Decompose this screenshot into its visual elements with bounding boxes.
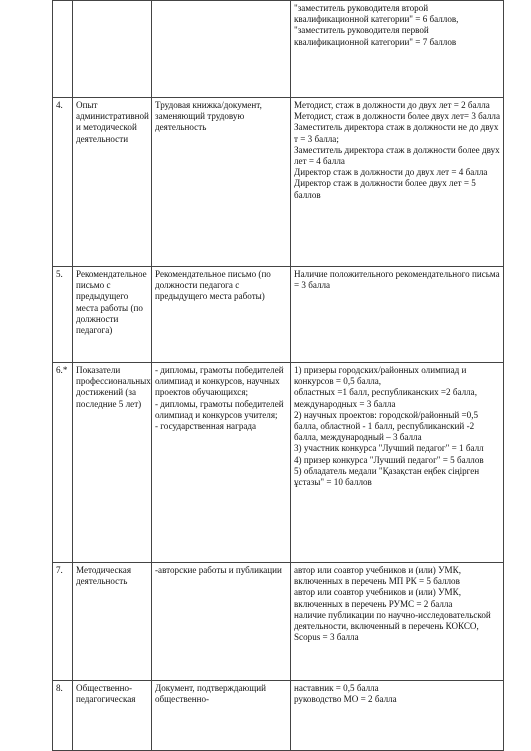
table-row bbox=[53, 681, 504, 751]
table-row bbox=[53, 563, 504, 681]
row-number: 8. bbox=[53, 681, 73, 751]
scoring-line: наличие публикации по научно-исследовательской деятельности, включенный в перечень КОКСО, Scopus = 3 балла bbox=[294, 609, 491, 643]
scoring-line: Методист, стаж в должности до двух лет = 2 балла bbox=[294, 100, 490, 110]
scoring-line: Директор стаж в должности более двух лет = 5 баллов bbox=[294, 178, 476, 200]
criteria-table bbox=[52, 0, 504, 751]
table-row bbox=[53, 267, 504, 363]
scoring-line: "заместитель руководителя второй квалификационной категории" = 6 баллов, bbox=[294, 3, 459, 25]
scoring-line: наставник = 0,5 балла bbox=[294, 683, 379, 693]
criterion-name: Опыт административной и методической деятельности bbox=[73, 98, 152, 267]
criterion-name: Рекомендательное письмо с предыдущего места работы (по должности педагога) bbox=[73, 267, 152, 363]
scoring-cell bbox=[291, 363, 504, 563]
supporting-document: -авторские работы и публикации bbox=[152, 563, 291, 681]
document-line: - государственная награда bbox=[155, 421, 257, 432]
criterion-name: Общественно-педагогическая bbox=[73, 681, 152, 751]
row-number: 4. bbox=[53, 98, 73, 267]
scoring-line: автор или соавтор учебников и (или) УМК, включенных в перечень РУМС = 2 балла bbox=[294, 587, 461, 609]
supporting-document bbox=[152, 1, 291, 98]
scoring-cell bbox=[291, 563, 504, 681]
scoring-line: 2) научных проектов: городской/районный =0,5 балла, областной - 1 балл, республиканский -2 балла, международный – 3 балла bbox=[294, 409, 479, 443]
scoring-cell bbox=[291, 98, 504, 267]
supporting-document: Трудовая книжка/документ, заменяющий трудовую деятельность bbox=[152, 98, 291, 267]
scoring-line: Наличие положительного рекомендательного письма = 3 балла bbox=[294, 269, 500, 291]
scoring-line: Заместитель директора стаж в должности не до двух т = 3 балла; bbox=[294, 122, 499, 144]
supporting-document: Документ, подтверждающий общественно- bbox=[152, 681, 291, 751]
row-number: 7. bbox=[53, 563, 73, 681]
table-row bbox=[53, 363, 504, 563]
scoring-line: 3) участник конкурса "Лучший педагог" = 1 балл bbox=[294, 443, 484, 454]
table-row bbox=[53, 98, 504, 267]
criterion-name: Показатели профессиональных достижений (за последние 5 лет) bbox=[73, 363, 152, 563]
scoring-line: областных =1 балл, республиканских =2 балла, международных = 3 балла bbox=[294, 387, 477, 409]
row-number: 5. bbox=[53, 267, 73, 363]
scoring-cell bbox=[291, 681, 504, 751]
supporting-document: Рекомендательное письмо (по должности педагога с предыдущего места работы) bbox=[152, 267, 291, 363]
scoring-line: 1) призеры городских/районных олимпиад и конкурсов = 0,5 балла, bbox=[294, 365, 467, 387]
row-number bbox=[53, 1, 73, 98]
scoring-line: Заместитель директора стаж в должности более двух лет = 4 балла bbox=[294, 144, 500, 167]
scoring-line: Директор стаж в должности до двух лет = 4 балла bbox=[294, 167, 488, 178]
scoring-cell bbox=[291, 267, 504, 363]
scoring-cell bbox=[291, 1, 504, 98]
row-number: 6.* bbox=[53, 363, 73, 563]
scoring-line: автор или соавтор учебников и (или) УМК, включенных в перечень МП РК = 5 баллов bbox=[294, 565, 461, 587]
document-line: - дипломы, грамоты победителей олимпиад и конкурсов учителя; bbox=[155, 398, 284, 420]
scoring-line: 5) обладатель медали "Қазақстан еңбек сіңірген ұстазы" = 10 баллов bbox=[294, 465, 480, 488]
scoring-line: руководство МО = 2 балла bbox=[294, 694, 397, 705]
scoring-line: 4) призер конкурса "Лучший педагог" = 5 баллов bbox=[294, 454, 484, 465]
table-row bbox=[53, 1, 504, 98]
criterion-name: Методическая деятельность bbox=[73, 563, 152, 681]
supporting-document bbox=[152, 363, 291, 563]
criterion-name bbox=[73, 1, 152, 98]
scoring-line: "заместитель руководителя первой квалификационной категории" = 7 баллов bbox=[294, 25, 457, 47]
document-line: - дипломы, грамоты победителей олимпиад и конкурсов, научных проектов обучающихся; bbox=[155, 365, 284, 398]
scoring-line: Методист, стаж в должности более двух лет= 3 балла bbox=[294, 111, 500, 122]
